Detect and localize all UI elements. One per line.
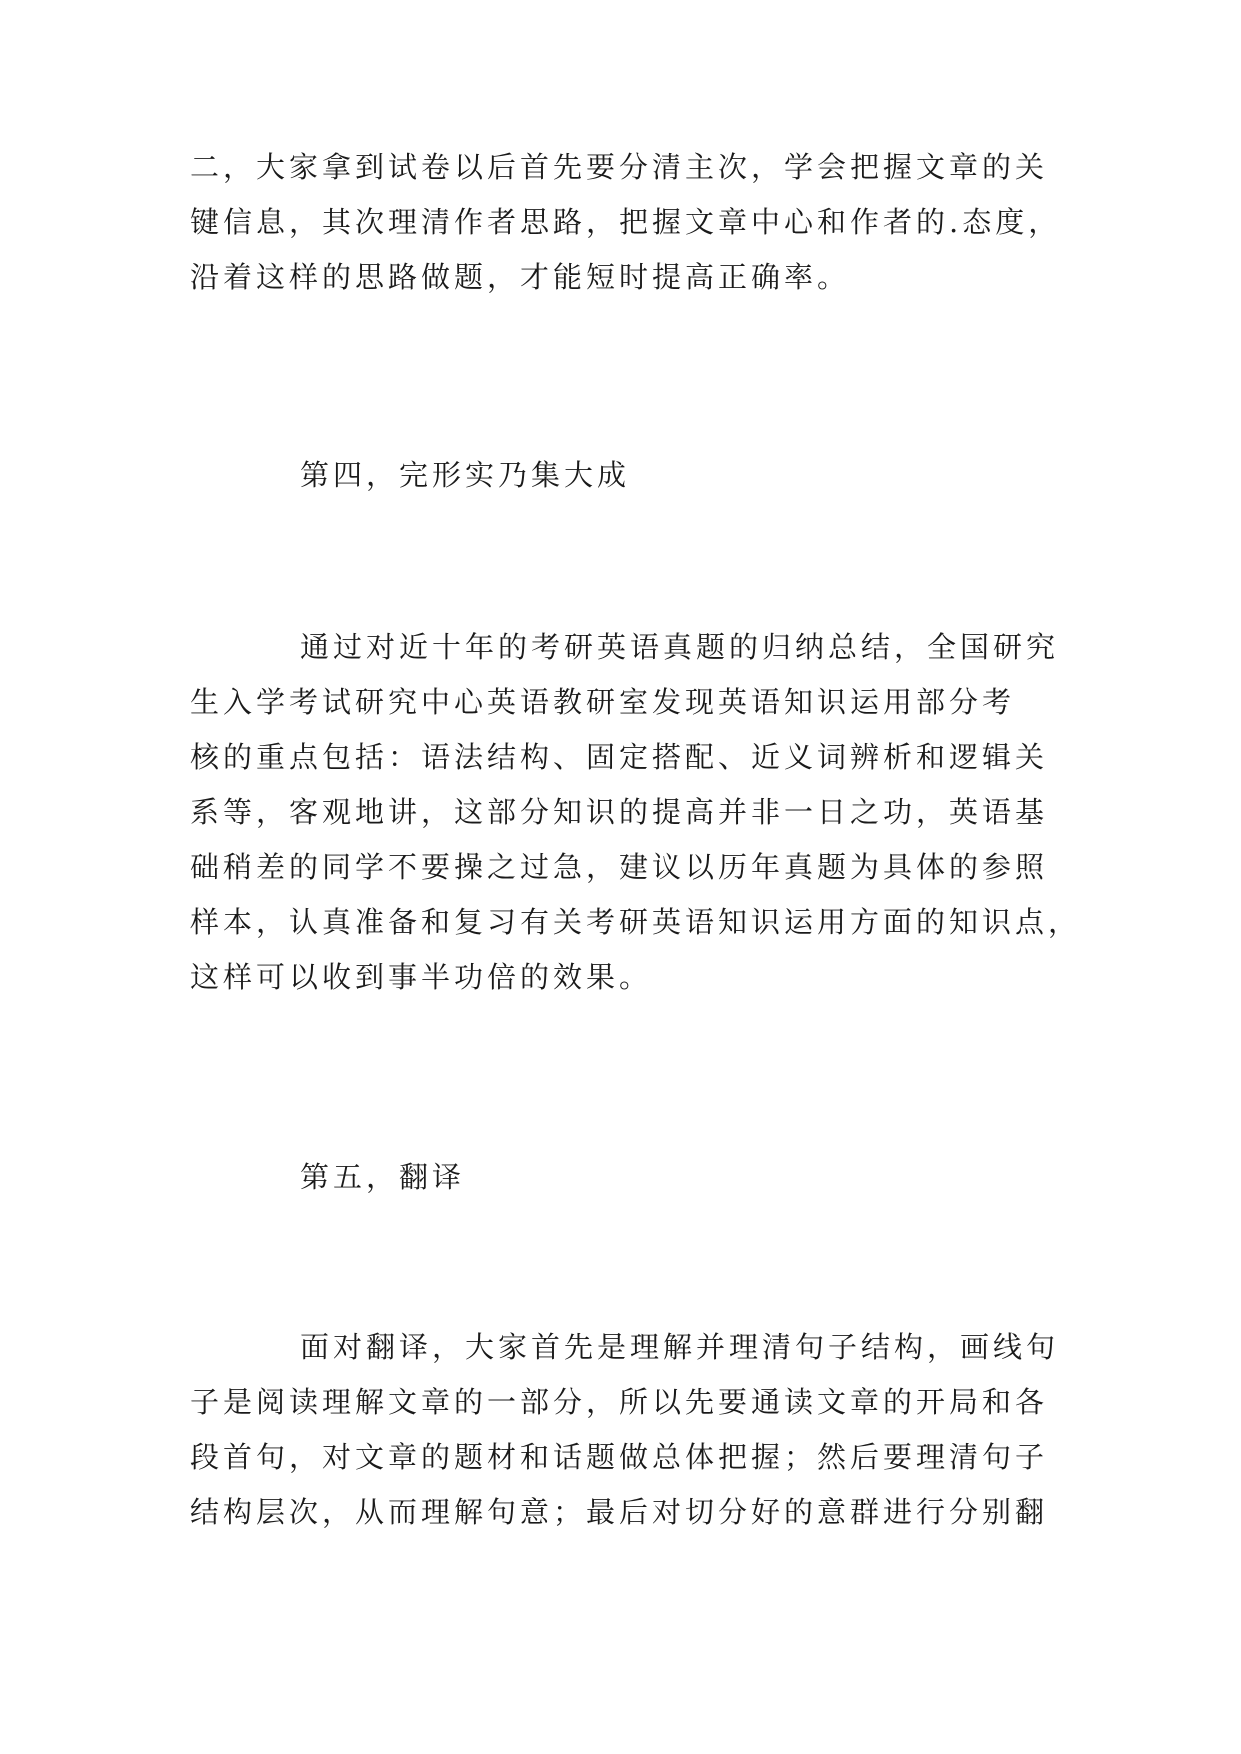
- text-line: 样本，认真准备和复习有关考研英语知识运用方面的知识点，: [190, 905, 1082, 939]
- text-line: 沿着这样的思路做题，才能短时提高正确率。: [190, 260, 851, 294]
- text-line: 核的重点包括：语法结构、固定搭配、近义词辨析和逻辑关: [190, 740, 1049, 774]
- text-line: 生入学考试研究中心英语教研室发现英语知识运用部分考: [190, 685, 1016, 719]
- text-line: 二，大家拿到试卷以后首先要分清主次，学会把握文章的关: [190, 150, 1049, 184]
- text-line: 键信息，其次理清作者思路，把握文章中心和作者的.态度，: [190, 205, 1062, 239]
- text-line: 段首句，对文章的题材和话题做总体把握；然后要理清句子: [190, 1440, 1049, 1474]
- text-line: 系等，客观地讲，这部分知识的提高并非一日之功，英语基: [190, 795, 1049, 829]
- section-heading-translation: 第五，翻译: [300, 1160, 466, 1194]
- text-line: 面对翻译，大家首先是理解并理清句子结构，画线句: [300, 1330, 1060, 1364]
- text-line: 这样可以收到事半功倍的效果。: [190, 960, 653, 994]
- text-line: 子是阅读理解文章的一部分，所以先要通读文章的开局和各: [190, 1385, 1049, 1419]
- section-heading-cloze: 第四，完形实乃集大成: [300, 458, 631, 492]
- text-line: 础稍差的同学不要操之过急，建议以历年真题为具体的参照: [190, 850, 1049, 884]
- text-line: 结构层次，从而理解句意；最后对切分好的意群进行分别翻: [190, 1495, 1049, 1529]
- text-line: 通过对近十年的考研英语真题的归纳总结，全国研究: [300, 630, 1060, 664]
